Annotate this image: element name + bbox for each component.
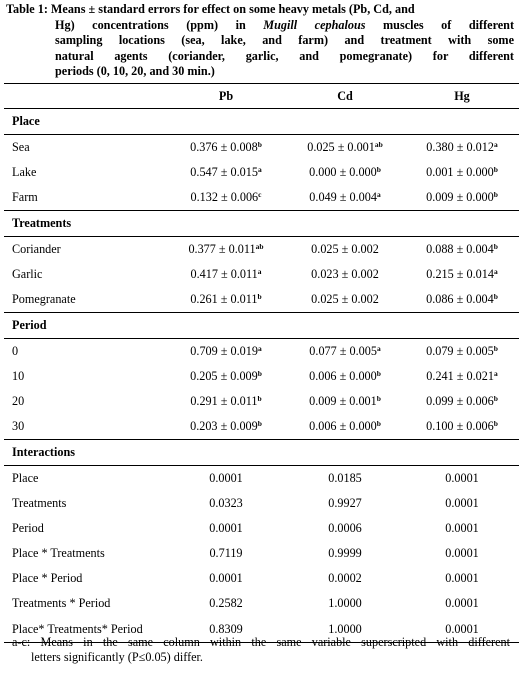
value-cell: [405, 414, 519, 440]
cell-value: 0.132 ± 0.006: [190, 190, 259, 204]
section-title: Place: [4, 109, 519, 135]
section-row: [4, 313, 519, 339]
table-row: [4, 566, 519, 591]
table-row: [4, 160, 519, 185]
footnote-line-2: letters significantly (P≤0.05) differ.: [31, 650, 203, 664]
table-row: [4, 516, 519, 541]
value-cell: [167, 466, 285, 492]
cell-value: 0.215 ± 0.014: [426, 267, 494, 281]
value-cell: [405, 389, 519, 414]
table-row: [4, 364, 519, 389]
cell-value: 0.077 ± 0.005: [309, 344, 377, 358]
significance-superscript: a: [257, 267, 262, 276]
cell-value: 0.205 ± 0.009: [190, 369, 258, 383]
significance-superscript: b: [376, 165, 381, 174]
caption-line-4: natural agents (coriander, garlic, and pomegranate) for different: [55, 48, 514, 63]
table-row: [4, 287, 519, 313]
value-cell: [285, 591, 405, 616]
row-label: 30: [12, 419, 25, 433]
value-cell: [167, 414, 285, 440]
caption-line-2: [6, 18, 514, 34]
significance-superscript: b: [376, 394, 381, 403]
value-cell: [405, 364, 519, 389]
header-cd: Cd: [337, 88, 353, 103]
caption-line-2-start: Hg) concentrations (ppm) in: [55, 17, 264, 32]
value-cell: [405, 591, 519, 616]
value-cell: [167, 160, 285, 185]
header-empty: [4, 84, 167, 109]
value-cell: [167, 591, 285, 616]
significance-superscript: a: [376, 344, 381, 353]
value-cell: [285, 566, 405, 591]
value-cell: [167, 262, 285, 287]
header-hg: Hg: [454, 88, 470, 103]
value-cell: [285, 160, 405, 185]
value-cell: [285, 339, 405, 365]
cell-value: 0.0002: [328, 571, 362, 585]
cell-value: 0.0001: [445, 496, 479, 510]
value-cell: [285, 466, 405, 492]
cell-value: 0.261 ± 0.011: [190, 292, 258, 306]
table-row: [4, 237, 519, 263]
significance-superscript: a: [257, 344, 262, 353]
cell-value: 1.0000: [328, 596, 362, 610]
significance-superscript: b: [493, 165, 498, 174]
value-cell: [167, 491, 285, 516]
cell-value: 0.203 ± 0.009: [190, 419, 258, 433]
cell-value: 1.0000: [328, 621, 362, 636]
table-row: [4, 541, 519, 566]
caption-line-2-end: muscles of different: [365, 17, 515, 32]
value-cell: [167, 389, 285, 414]
table-row: [4, 262, 519, 287]
table-footnote: [12, 635, 510, 665]
value-cell: [167, 287, 285, 313]
row-label: Period: [12, 521, 44, 535]
value-cell: [405, 287, 519, 313]
cell-value: 0.086 ± 0.004: [426, 292, 494, 306]
cell-value: 0.006 ± 0.000: [309, 419, 377, 433]
table-row: [4, 414, 519, 440]
cell-value: 0.417 ± 0.011: [190, 267, 258, 281]
value-cell: [285, 237, 405, 263]
significance-superscript: b: [493, 190, 498, 199]
row-label: Place: [12, 471, 39, 485]
significance-superscript: ab: [255, 242, 264, 251]
value-cell: [405, 185, 519, 211]
header-pb: Pb: [218, 88, 234, 103]
significance-superscript: b: [376, 419, 381, 428]
table-row: [4, 491, 519, 516]
cell-value: 0.025 ± 0.001: [307, 140, 375, 154]
value-cell: [405, 160, 519, 185]
significance-superscript: a: [493, 369, 498, 378]
value-cell: [405, 237, 519, 263]
value-cell: [285, 389, 405, 414]
cell-value: 0.0001: [445, 621, 479, 636]
row-label: 10: [12, 369, 25, 383]
cell-value: 0.0001: [445, 521, 479, 535]
value-cell: [285, 364, 405, 389]
cell-value: 0.377 ± 0.011: [188, 242, 256, 256]
table-row: [4, 389, 519, 414]
value-cell: [285, 516, 405, 541]
cell-value: 0.8309: [209, 621, 243, 636]
cell-value: 0.547 ± 0.015: [190, 165, 258, 179]
section-title: Period: [4, 313, 519, 339]
value-cell: [285, 491, 405, 516]
cell-value: 0.025 ± 0.002: [311, 242, 379, 256]
significance-superscript: b: [493, 292, 498, 301]
significance-superscript: b: [493, 394, 498, 403]
value-cell: [405, 466, 519, 492]
value-cell: [285, 414, 405, 440]
value-cell: [405, 541, 519, 566]
section-row: [4, 109, 519, 135]
significance-superscript: b: [257, 394, 262, 403]
row-label: Farm: [12, 190, 38, 204]
caption-line-5: periods (0, 10, 20, and 30 min.): [55, 64, 215, 79]
cell-value: 0.9927: [328, 496, 362, 510]
section-title: Treatments: [4, 211, 519, 237]
significance-superscript: b: [257, 419, 262, 428]
value-cell: [405, 516, 519, 541]
cell-value: 0.0001: [445, 571, 479, 585]
section-row: [4, 440, 519, 466]
value-cell: [167, 516, 285, 541]
cell-value: 0.7119: [209, 546, 243, 560]
cell-value: 0.9999: [328, 546, 362, 560]
cell-value: 0.088 ± 0.004: [426, 242, 494, 256]
value-cell: [405, 491, 519, 516]
caption-line-1: Table 1: Means ± standard errors for effect on some heavy metals (Pb, Cd, and: [6, 2, 415, 16]
significance-superscript: b: [493, 242, 498, 251]
row-label: Place* Treatments* Period: [4, 616, 167, 643]
cell-value: 0.0001: [445, 546, 479, 560]
cell-value: 0.0001: [209, 521, 243, 535]
row-label: Sea: [12, 140, 30, 154]
cell-value: 0.000 ± 0.000: [309, 165, 377, 179]
value-cell: [405, 262, 519, 287]
cell-value: 0.291 ± 0.011: [190, 394, 258, 408]
row-label: 20: [12, 394, 25, 408]
table-caption: [6, 2, 514, 80]
section-row: [4, 211, 519, 237]
value-cell: [285, 185, 405, 211]
significance-superscript: b: [376, 369, 381, 378]
significance-superscript: c: [258, 190, 262, 199]
footnote-line-1: a-c: Means in the same column within the same variable superscripted with different: [12, 635, 510, 649]
cell-value: 0.2582: [209, 596, 243, 610]
significance-superscript: b: [257, 369, 262, 378]
value-cell: [285, 262, 405, 287]
cell-value: 0.380 ± 0.012: [426, 140, 494, 154]
cell-value: 0.0001: [445, 596, 479, 610]
cell-value: 0.079 ± 0.005: [426, 344, 494, 358]
table-header-row: [4, 84, 519, 109]
cell-value: 0.0001: [445, 471, 479, 485]
table-body: [4, 109, 519, 643]
cell-value: 0.0006: [328, 521, 362, 535]
significance-superscript: b: [493, 344, 498, 353]
cell-value: 0.001 ± 0.000: [426, 165, 494, 179]
cell-value: 0.099 ± 0.006: [426, 394, 494, 408]
value-cell: [167, 364, 285, 389]
cell-value: 0.049 ± 0.004: [309, 190, 377, 204]
section-title: Interactions: [4, 440, 519, 466]
significance-superscript: ab: [374, 140, 383, 149]
cell-value: 0.009 ± 0.001: [309, 394, 377, 408]
value-cell: [167, 339, 285, 365]
significance-superscript: a: [376, 190, 381, 199]
cell-value: 0.0185: [328, 471, 362, 485]
row-label: Place * Period: [12, 571, 83, 585]
cell-value: 0.0001: [209, 571, 243, 585]
caption-line-3: sampling locations (sea, lake, and farm) and treatment with some: [55, 33, 514, 48]
table-row: [4, 339, 519, 365]
row-label: 0: [12, 344, 19, 358]
significance-superscript: b: [493, 419, 498, 428]
significance-superscript: b: [257, 140, 262, 149]
table-row: [4, 185, 519, 211]
value-cell: [285, 541, 405, 566]
value-cell: [167, 185, 285, 211]
cell-value: 0.006 ± 0.000: [309, 369, 377, 383]
row-label: Treatments * Period: [12, 596, 111, 610]
value-cell: [285, 135, 405, 161]
table-row: [4, 466, 519, 492]
cell-value: 0.241 ± 0.021: [426, 369, 494, 383]
table-row: [4, 135, 519, 161]
value-cell: [405, 135, 519, 161]
cell-value: 0.0001: [209, 471, 243, 485]
row-label: Lake: [12, 165, 37, 179]
row-label: Coriander: [12, 242, 61, 256]
value-cell: [405, 339, 519, 365]
significance-superscript: b: [257, 292, 262, 301]
row-label: Place * Treatments: [12, 546, 105, 560]
significance-superscript: a: [257, 165, 262, 174]
row-label: Treatments: [12, 496, 67, 510]
cell-value: 0.376 ± 0.008: [190, 140, 258, 154]
cell-value: 0.023 ± 0.002: [311, 267, 379, 281]
value-cell: [167, 566, 285, 591]
significance-superscript: a: [493, 140, 498, 149]
table-row: [4, 591, 519, 616]
value-cell: [167, 541, 285, 566]
row-label: Pomegranate: [12, 292, 76, 306]
cell-value: 0.0323: [209, 496, 243, 510]
cell-value: 0.709 ± 0.019: [190, 344, 258, 358]
value-cell: [167, 237, 285, 263]
species-name: Mugill cephalous: [263, 17, 366, 32]
value-cell: [285, 287, 405, 313]
value-cell: [405, 566, 519, 591]
cell-value: 0.025 ± 0.002: [311, 292, 379, 306]
value-cell: [167, 135, 285, 161]
significance-superscript: a: [493, 267, 498, 276]
cell-value: 0.100 ± 0.006: [426, 419, 494, 433]
heavy-metals-table: [4, 83, 519, 643]
row-label: Garlic: [12, 267, 43, 281]
cell-value: 0.009 ± 0.000: [426, 190, 494, 204]
